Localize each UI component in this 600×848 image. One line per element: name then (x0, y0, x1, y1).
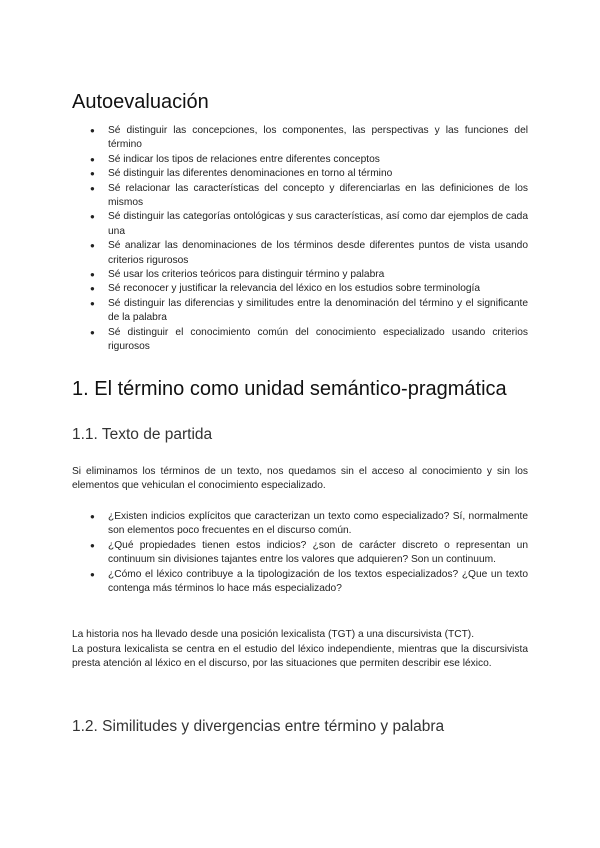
subsection-1-2-heading: 1.2. Similitudes y divergencias entre término y palabra (72, 718, 445, 735)
list-item: ● ¿Existen indicios explícitos que caracterizan un texto como especializado? Sí, normalmente son elementos poco frecuentes en el discurso común. (90, 510, 528, 539)
list-item: ● ¿Qué propiedades tienen estos indicios? ¿son de carácter discreto o representan un continuum sin divisiones tajantes entre los valores que adquieren? Son un continuum. (90, 539, 528, 568)
autoevaluacion-list (90, 124, 528, 355)
list-item: ● Sé relacionar las características del concepto y diferenciarlas en las definiciones de los mismos (90, 182, 528, 211)
section1-heading: 1. El término como unidad semántico-pragmática (72, 378, 507, 400)
subsection-1-1-heading: 1.1. Texto de partida (72, 426, 213, 443)
list-item: ● Sé indicar los tipos de relaciones entre diferentes conceptos (90, 153, 528, 167)
list-item: ● Sé distinguir las concepciones, los componentes, las perspectivas y las funciones del término (90, 124, 528, 153)
autoevaluacion-heading: Autoevaluación (72, 91, 209, 113)
list-item: ● Sé distinguir las categorías ontológicas y sus características, así como dar ejemplos de cada una (90, 210, 528, 239)
intro-paragraph: Si eliminamos los términos de un texto, nos quedamos sin el acceso al conocimiento y sin los elementos que vehiculan el conocimiento especializado. (72, 466, 528, 492)
postura-paragraph: La postura lexicalista se centra en el estudio del léxico independiente, mientras que la discursivista presta atención al léxico en el discurso, por las situaciones que permiten describir ese léxico. (72, 644, 528, 670)
list-item: ● Sé usar los criterios teóricos para distinguir término y palabra (90, 268, 528, 282)
list-item: ● Sé reconocer y justificar la relevancia del léxico en los estudios sobre terminología (90, 282, 528, 296)
history-paragraph: La historia nos ha llevado desde una posición lexicalista (TGT) a una discursivista (TCT). (72, 629, 475, 640)
list-item: ● ¿Cómo el léxico contribuye a la tipologización de los textos especializados? ¿Que un texto contenga más términos lo hace más especializado? (90, 568, 528, 597)
list-item: ● Sé distinguir las diferencias y similitudes entre la denominación del término y el significante de la palabra (90, 297, 528, 326)
list-item: ● Sé distinguir las diferentes denominaciones en torno al término (90, 167, 528, 181)
questions-list (90, 510, 528, 596)
list-item: ● Sé analizar las denominaciones de los términos desde diferentes puntos de vista usando criterios rigurosos (90, 239, 528, 268)
list-item: ● Sé distinguir el conocimiento común del conocimiento especializado usando criterios rigurosos (90, 326, 528, 355)
